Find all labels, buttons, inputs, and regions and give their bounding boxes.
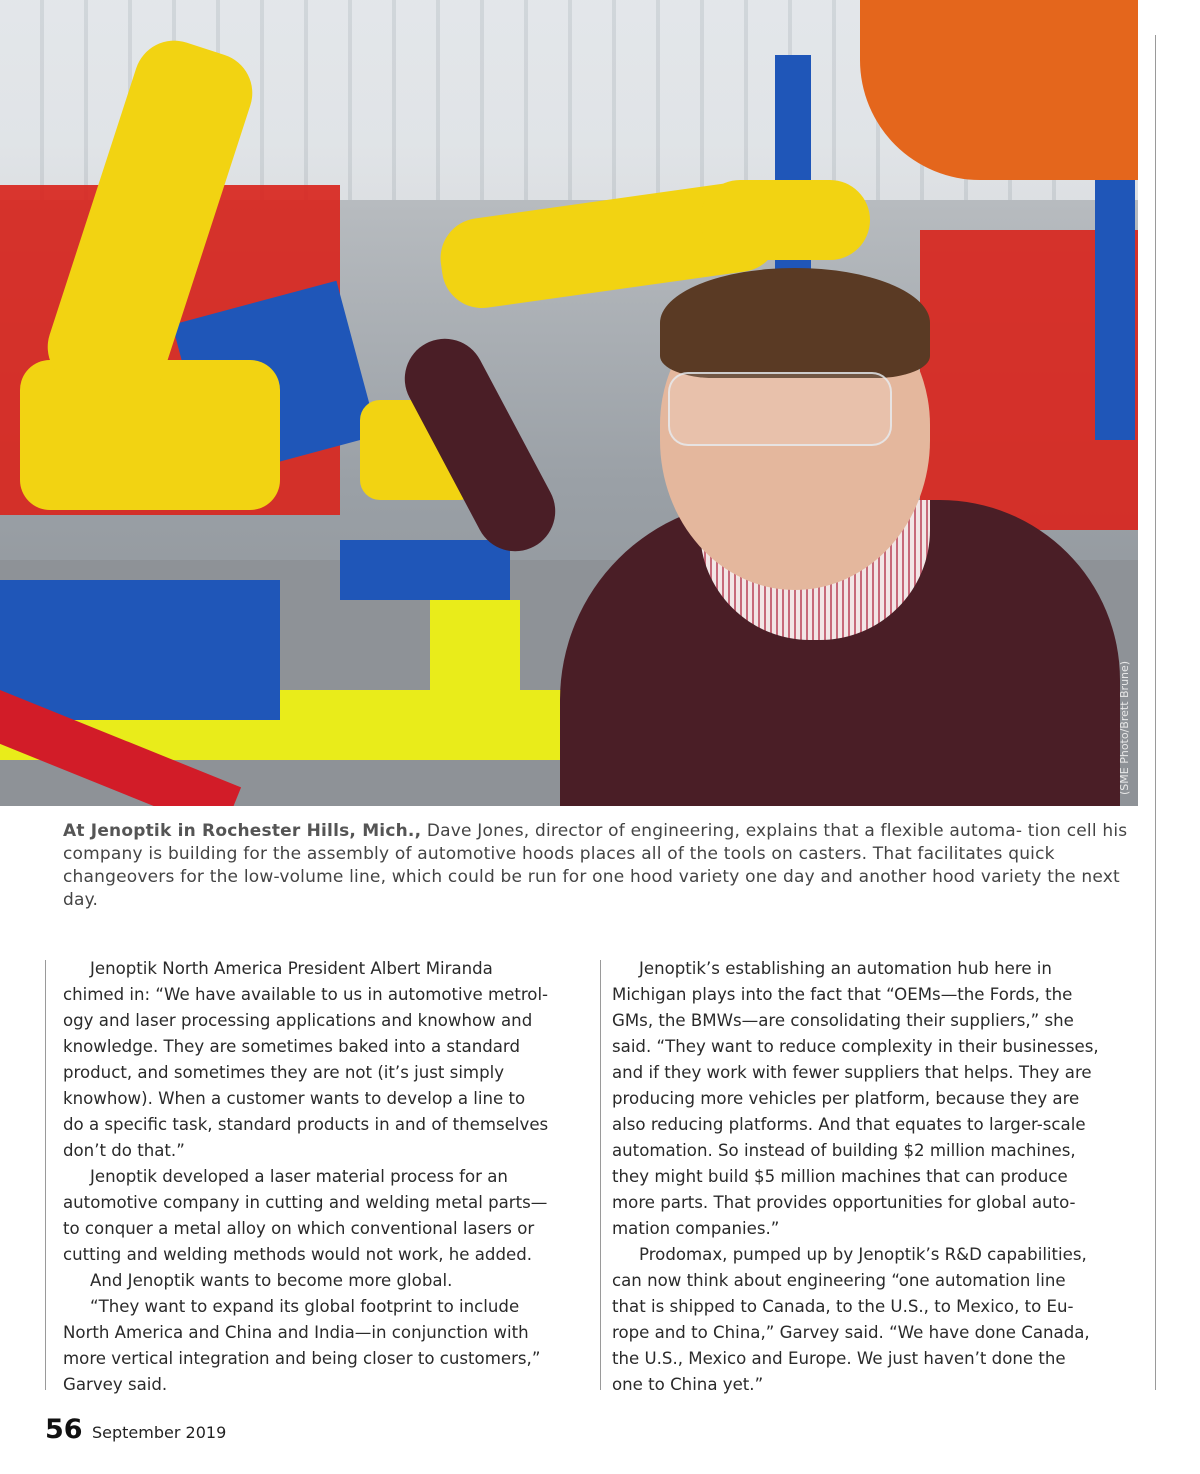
article-column-2 [612, 956, 1142, 1398]
text-line: to conquer a metal alloy on which conventional lasers or [63, 1219, 535, 1238]
text-line: do a specific task, standard products in and of themselves [63, 1115, 549, 1134]
text-line: Jenoptik developed a laser material process for an [90, 1167, 508, 1186]
photo-caption [63, 820, 1138, 912]
text-line: Garvey said. [63, 1375, 168, 1394]
text-line: ogy and laser processing applications and knowhow and [63, 1011, 533, 1030]
text-line: also reducing platforms. And that equates to larger-scale [612, 1115, 1086, 1134]
text-line: knowledge. They are sometimes baked into a standard [63, 1037, 520, 1056]
safety-glasses [668, 372, 892, 446]
text-line: rope and to China,” Garvey said. “We have done Canada, [612, 1323, 1090, 1342]
article-column-1 [63, 956, 588, 1398]
yellow-walkway [430, 600, 520, 720]
caption-lead: At Jenoptik in Rochester Hills, Mich., [63, 821, 422, 841]
text-line: knowhow). When a customer wants to develop a line to [63, 1089, 526, 1108]
column-rule [45, 960, 46, 1390]
text-line: and if they work with fewer suppliers that helps. They are [612, 1063, 1092, 1082]
text-line: can now think about engineering “one automation line [612, 1271, 1066, 1290]
text-line: automotive company in cutting and welding metal parts— [63, 1193, 548, 1212]
text-line: mation companies.” [612, 1219, 780, 1238]
text-line: Prodomax, pumped up by Jenoptik’s R&D capabilities, [639, 1245, 1087, 1264]
text-line: that is shipped to Canada, to the U.S., to Mexico, to Eu- [612, 1297, 1074, 1316]
caption-text: Dave Jones, director of engineering, explains that a flexible automa- tion cell his company is building for the assembly of automotive hoods places all of the tools on casters. That facilitates quick changeovers for the low-volume line, which could be run for one hood variety one day and another hood variety the next day. [63, 821, 1128, 910]
page-number: 56 [45, 1414, 83, 1445]
text-line: more parts. That provides opportunities for global auto- [612, 1193, 1076, 1212]
text-line: one to China yet.” [612, 1375, 764, 1394]
text-line: cutting and welding methods would not work, he added. [63, 1245, 533, 1264]
text-line: Michigan plays into the fact that “OEMs—the Fords, the [612, 985, 1073, 1004]
robot-arm [700, 180, 870, 260]
issue-date: September 2019 [92, 1423, 227, 1442]
text-line: they might build $5 million machines that can produce [612, 1167, 1068, 1186]
text-line: producing more vehicles per platform, because they are [612, 1089, 1080, 1108]
person-hair [660, 268, 930, 378]
text-line: GMs, the BMWs—are consolidating their suppliers,” she [612, 1011, 1074, 1030]
text-line: chimed in: “We have available to us in automotive metrol- [63, 985, 549, 1004]
photo-credit: (SME Photo/Brett Brune) [1118, 660, 1131, 795]
robot-base [340, 540, 510, 600]
column-rule [600, 960, 601, 1390]
text-line: the U.S., Mexico and Europe. We just haven’t done the [612, 1349, 1066, 1368]
text-line: said. “They want to reduce complexity in their businesses, [612, 1037, 1099, 1056]
text-line: And Jenoptik wants to become more global. [90, 1271, 453, 1290]
text-line: automation. So instead of building $2 million machines, [612, 1141, 1076, 1160]
text-line: North America and China and India—in conjunction with [63, 1323, 529, 1342]
robot-base [0, 580, 280, 720]
text-line: Jenoptik’s establishing an automation hub here in [639, 959, 1052, 978]
text-line: Jenoptik North America President Albert Miranda [90, 959, 493, 978]
text-line: more vertical integration and being closer to customers,” [63, 1349, 541, 1368]
text-line: don’t do that.” [63, 1141, 185, 1160]
column-rule [1155, 35, 1156, 1390]
text-line: product, and sometimes they are not (it’s just simply [63, 1063, 505, 1082]
text-line: “They want to expand its global footprint to include [90, 1297, 520, 1316]
